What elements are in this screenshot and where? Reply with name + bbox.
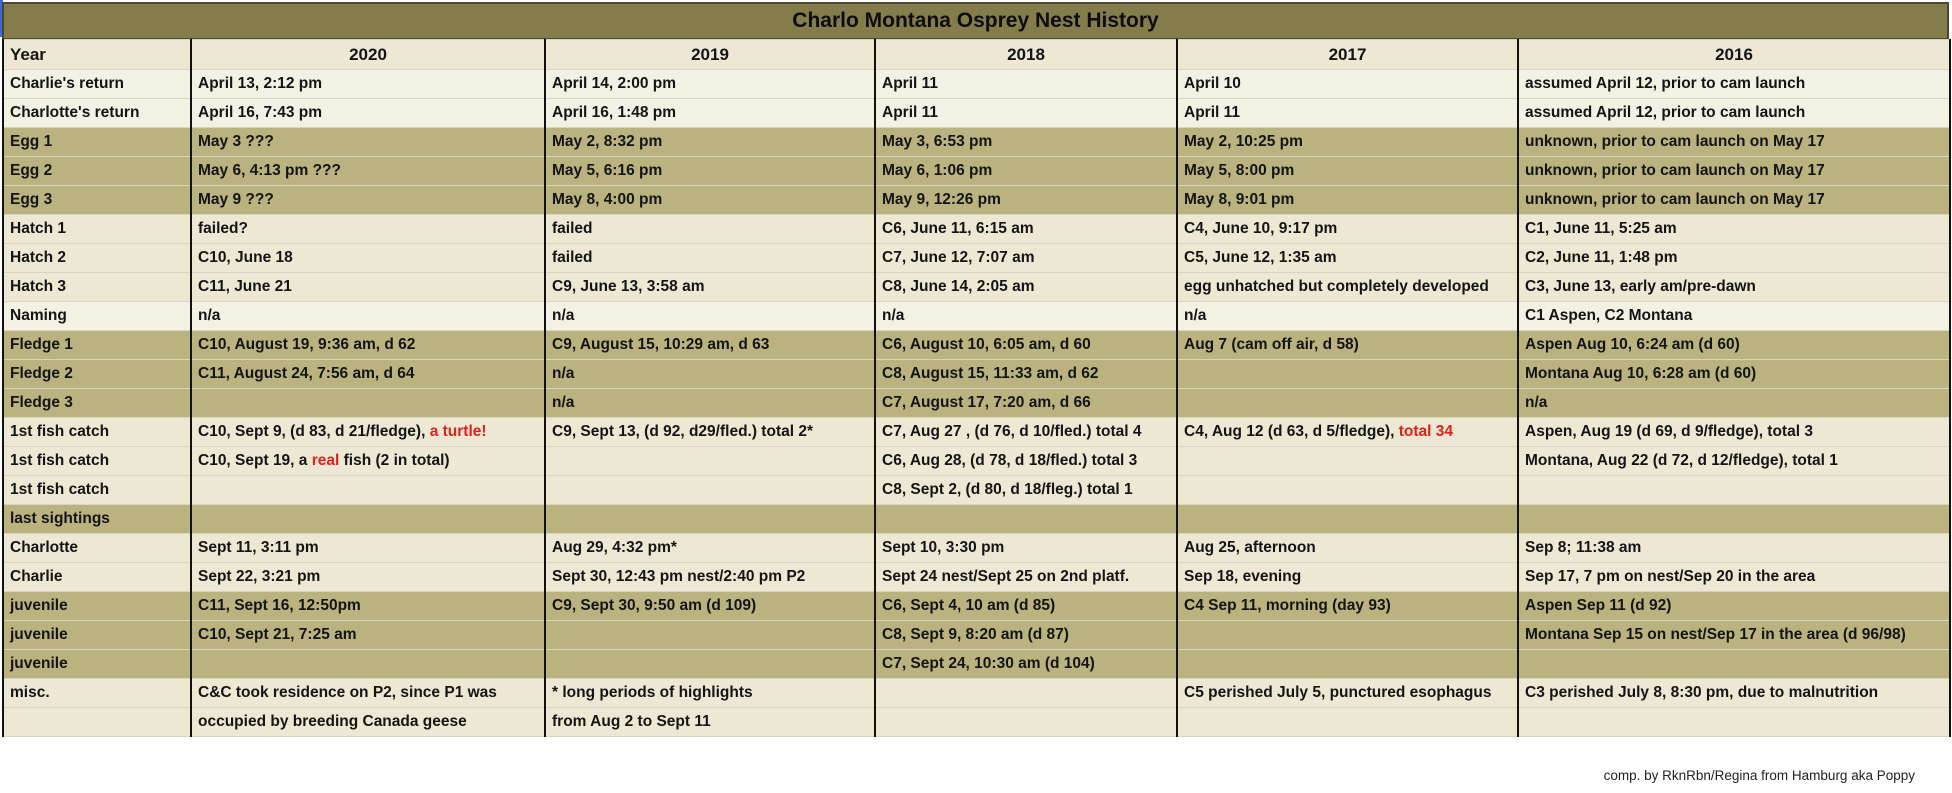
cell-2019 bbox=[545, 244, 875, 273]
row-label: juvenile bbox=[3, 592, 191, 621]
cell-2020 bbox=[191, 621, 545, 650]
cell-text: C2, June 11, 1:48 pm bbox=[1525, 249, 1678, 266]
cell-text: May 5, 6:16 pm bbox=[552, 162, 663, 179]
cell-text: n/a bbox=[552, 307, 575, 324]
cell-2017 bbox=[1177, 592, 1518, 621]
cell-2016 bbox=[1518, 70, 1950, 99]
cell-2020 bbox=[191, 592, 545, 621]
cell-2017 bbox=[1177, 157, 1518, 186]
row-label: Fledge 3 bbox=[3, 389, 191, 418]
cell-2017 bbox=[1177, 70, 1518, 99]
cell-2017 bbox=[1177, 418, 1518, 447]
table-row bbox=[3, 157, 1950, 186]
cell-2019 bbox=[545, 708, 875, 737]
cell-2016 bbox=[1518, 447, 1950, 476]
row-label: 1st fish catch bbox=[3, 447, 191, 476]
row-label: Charlotte's return bbox=[3, 99, 191, 128]
row-label: juvenile bbox=[3, 650, 191, 679]
cell-text: C10, June 18 bbox=[198, 249, 293, 266]
cell-2018 bbox=[875, 418, 1177, 447]
cell-text: Montana Aug 10, 6:28 am (d 60) bbox=[1525, 365, 1757, 382]
cell-2016 bbox=[1518, 99, 1950, 128]
cell-2017 bbox=[1177, 621, 1518, 650]
row-label: Fledge 2 bbox=[3, 360, 191, 389]
cell-2018 bbox=[875, 157, 1177, 186]
cell-text: May 9 ??? bbox=[198, 191, 274, 208]
cell-2020 bbox=[191, 360, 545, 389]
cell-text: from Aug 2 to Sept 11 bbox=[552, 713, 711, 730]
cell-text: C4, Aug 12 (d 63, d 5/fledge), bbox=[1184, 423, 1399, 440]
cell-text: n/a bbox=[882, 307, 905, 324]
table-title: Charlo Montana Osprey Nest History bbox=[2, 2, 1949, 39]
cell-2016 bbox=[1518, 505, 1950, 534]
cell-2018 bbox=[875, 505, 1177, 534]
cell-text: April 13, 2:12 pm bbox=[198, 75, 323, 92]
row-label: Hatch 1 bbox=[3, 215, 191, 244]
cell-2018 bbox=[875, 302, 1177, 331]
cell-2017 bbox=[1177, 650, 1518, 679]
cell-2019 bbox=[545, 360, 875, 389]
cell-2017 bbox=[1177, 389, 1518, 418]
cell-text: April 11 bbox=[882, 75, 938, 92]
cell-2018 bbox=[875, 128, 1177, 157]
cell-2018 bbox=[875, 273, 1177, 302]
cell-2018 bbox=[875, 708, 1177, 737]
cell-text: Sept 24 nest/Sept 25 on 2nd platf. bbox=[882, 568, 1130, 585]
cell-2019 bbox=[545, 621, 875, 650]
cell-text: Sep 17, 7 pm on nest/Sep 20 in the area bbox=[1525, 568, 1816, 585]
cell-2019 bbox=[545, 563, 875, 592]
cell-text: C8, June 14, 2:05 am bbox=[882, 278, 1035, 295]
table-row bbox=[3, 360, 1950, 389]
header-2017: 2017 bbox=[1177, 40, 1518, 70]
cell-text: April 16, 7:43 pm bbox=[198, 104, 323, 121]
cell-2019 bbox=[545, 302, 875, 331]
table-row bbox=[3, 302, 1950, 331]
cell-text: * long periods of highlights bbox=[552, 684, 753, 701]
cell-2017 bbox=[1177, 302, 1518, 331]
cell-2016 bbox=[1518, 360, 1950, 389]
cell-2017 bbox=[1177, 447, 1518, 476]
cell-2018 bbox=[875, 70, 1177, 99]
cell-text: C8, Sept 9, 8:20 am (d 87) bbox=[882, 626, 1069, 643]
cell-2016 bbox=[1518, 650, 1950, 679]
cell-2020 bbox=[191, 157, 545, 186]
cell-text: Sep 18, evening bbox=[1184, 568, 1302, 585]
cell-text: Aug 7 (cam off air, d 58) bbox=[1184, 336, 1359, 353]
cell-2020 bbox=[191, 331, 545, 360]
cell-2020 bbox=[191, 99, 545, 128]
cell-text: n/a bbox=[552, 394, 575, 411]
cell-2016 bbox=[1518, 621, 1950, 650]
cell-text: C11, June 21 bbox=[198, 278, 292, 295]
cell-2018 bbox=[875, 563, 1177, 592]
cell-2020 bbox=[191, 505, 545, 534]
row-label: 1st fish catch bbox=[3, 476, 191, 505]
row-label: Egg 1 bbox=[3, 128, 191, 157]
cell-text: May 9, 12:26 pm bbox=[882, 191, 1001, 208]
cell-2019 bbox=[545, 679, 875, 708]
cell-2020 bbox=[191, 128, 545, 157]
cell-text: May 8, 9:01 pm bbox=[1184, 191, 1295, 208]
cell-2019 bbox=[545, 476, 875, 505]
cell-text: C1, June 11, 5:25 am bbox=[1525, 220, 1677, 237]
cell-2018 bbox=[875, 389, 1177, 418]
table-row bbox=[3, 650, 1950, 679]
header-row bbox=[3, 40, 1950, 70]
cell-2017 bbox=[1177, 534, 1518, 563]
cell-text: April 10 bbox=[1184, 75, 1241, 92]
cell-2016 bbox=[1518, 302, 1950, 331]
cell-2018 bbox=[875, 534, 1177, 563]
row-label: last sightings bbox=[3, 505, 191, 534]
table-row bbox=[3, 70, 1950, 99]
cell-2019 bbox=[545, 331, 875, 360]
cell-2019 bbox=[545, 389, 875, 418]
cell-text: C10, Sept 21, 7:25 am bbox=[198, 626, 357, 643]
table-row bbox=[3, 708, 1950, 737]
cell-text: Sept 11, 3:11 pm bbox=[198, 539, 319, 556]
cell-2016 bbox=[1518, 418, 1950, 447]
cell-text: occupied by breeding Canada geese bbox=[198, 713, 467, 730]
header-year-label: Year bbox=[3, 40, 191, 70]
cell-2019 bbox=[545, 592, 875, 621]
cell-2018 bbox=[875, 186, 1177, 215]
cell-text: C6, June 11, 6:15 am bbox=[882, 220, 1034, 237]
cell-2020 bbox=[191, 244, 545, 273]
cell-text: C6, Sept 4, 10 am (d 85) bbox=[882, 597, 1056, 614]
cell-2017 bbox=[1177, 331, 1518, 360]
cell-2020 bbox=[191, 447, 545, 476]
cell-text: C8, Sept 2, (d 80, d 18/fleg.) total 1 bbox=[882, 481, 1133, 498]
cell-text: n/a bbox=[198, 307, 221, 324]
cell-text: Aspen Sep 11 (d 92) bbox=[1525, 597, 1672, 614]
cell-text: n/a bbox=[1525, 394, 1548, 411]
cell-text: fish (2 in total) bbox=[339, 452, 450, 469]
cell-2018 bbox=[875, 215, 1177, 244]
cell-2016 bbox=[1518, 534, 1950, 563]
cell-2019 bbox=[545, 157, 875, 186]
cell-2018 bbox=[875, 679, 1177, 708]
cell-2020 bbox=[191, 679, 545, 708]
table-row bbox=[3, 418, 1950, 447]
cell-2016 bbox=[1518, 563, 1950, 592]
cell-text: n/a bbox=[552, 365, 575, 382]
cell-2019 bbox=[545, 534, 875, 563]
cell-2016 bbox=[1518, 215, 1950, 244]
cell-text: C7, Sept 24, 10:30 am (d 104) bbox=[882, 655, 1095, 672]
table-row bbox=[3, 592, 1950, 621]
cell-text: C6, August 10, 6:05 am, d 60 bbox=[882, 336, 1091, 353]
cell-text: assumed April 12, prior to cam launch bbox=[1525, 75, 1806, 92]
cell-2020 bbox=[191, 302, 545, 331]
cell-text: Sept 10, 3:30 pm bbox=[882, 539, 1005, 556]
cell-2017 bbox=[1177, 215, 1518, 244]
row-label bbox=[3, 708, 191, 737]
cell-text: April 16, 1:48 pm bbox=[552, 104, 677, 121]
cell-2018 bbox=[875, 621, 1177, 650]
cell-2017 bbox=[1177, 476, 1518, 505]
cell-2017 bbox=[1177, 273, 1518, 302]
cell-text: C5 perished July 5, punctured esophagus bbox=[1184, 684, 1492, 701]
cell-2016 bbox=[1518, 128, 1950, 157]
row-label: Charlie's return bbox=[3, 70, 191, 99]
table-row bbox=[3, 563, 1950, 592]
cell-2018 bbox=[875, 331, 1177, 360]
row-label: Hatch 2 bbox=[3, 244, 191, 273]
cell-text: C5, June 12, 1:35 am bbox=[1184, 249, 1337, 266]
cell-2016 bbox=[1518, 186, 1950, 215]
cell-2016 bbox=[1518, 708, 1950, 737]
cell-text: unknown, prior to cam launch on May 17 bbox=[1525, 191, 1825, 208]
cell-2020 bbox=[191, 418, 545, 447]
cell-text: C8, August 15, 11:33 am, d 62 bbox=[882, 365, 1099, 382]
row-label: juvenile bbox=[3, 621, 191, 650]
table-row bbox=[3, 244, 1950, 273]
cell-2020 bbox=[191, 476, 545, 505]
cell-2017 bbox=[1177, 563, 1518, 592]
row-label: Charlotte bbox=[3, 534, 191, 563]
cell-text: n/a bbox=[1184, 307, 1207, 324]
cell-text: April 11 bbox=[1184, 104, 1240, 121]
cell-text: C9, August 15, 10:29 am, d 63 bbox=[552, 336, 770, 353]
cell-2019 bbox=[545, 128, 875, 157]
cell-text: failed? bbox=[198, 220, 248, 237]
cell-text: failed bbox=[552, 249, 593, 266]
table-row bbox=[3, 505, 1950, 534]
cell-2018 bbox=[875, 447, 1177, 476]
cell-2019 bbox=[545, 447, 875, 476]
cell-text: Sept 22, 3:21 pm bbox=[198, 568, 321, 585]
cell-text: C7, August 17, 7:20 am, d 66 bbox=[882, 394, 1091, 411]
cell-2018 bbox=[875, 476, 1177, 505]
cell-text: assumed April 12, prior to cam launch bbox=[1525, 104, 1806, 121]
cell-text: Aug 29, 4:32 pm* bbox=[552, 539, 677, 556]
row-label: Charlie bbox=[3, 563, 191, 592]
table-body bbox=[3, 40, 1950, 737]
cell-text: May 6, 1:06 pm bbox=[882, 162, 993, 179]
cell-2017 bbox=[1177, 679, 1518, 708]
table-row bbox=[3, 679, 1950, 708]
cell-text: Montana Sep 15 on nest/Sep 17 in the area (d 96/98) bbox=[1525, 626, 1906, 643]
header-2019: 2019 bbox=[545, 40, 875, 70]
cell-text: C11, August 24, 7:56 am, d 64 bbox=[198, 365, 415, 382]
cell-text: C9, Sept 13, (d 92, d29/fled.) total 2* bbox=[552, 423, 813, 440]
highlight-text: real bbox=[311, 452, 340, 469]
cell-text: Montana, Aug 22 (d 72, d 12/fledge), total 1 bbox=[1525, 452, 1838, 469]
cell-2016 bbox=[1518, 273, 1950, 302]
table-row bbox=[3, 534, 1950, 563]
cell-2016 bbox=[1518, 331, 1950, 360]
cell-text: unknown, prior to cam launch on May 17 bbox=[1525, 133, 1825, 150]
cell-text: unknown, prior to cam launch on May 17 bbox=[1525, 162, 1825, 179]
cell-2020 bbox=[191, 389, 545, 418]
cell-2017 bbox=[1177, 360, 1518, 389]
cell-text: C1 Aspen, C2 Montana bbox=[1525, 307, 1693, 324]
spreadsheet bbox=[2, 2, 1949, 783]
row-label: Egg 3 bbox=[3, 186, 191, 215]
cell-text: April 14, 2:00 pm bbox=[552, 75, 677, 92]
table-row bbox=[3, 186, 1950, 215]
cell-text: C4 Sep 11, morning (day 93) bbox=[1184, 597, 1391, 614]
header-2016: 2016 bbox=[1518, 40, 1950, 70]
cell-2017 bbox=[1177, 99, 1518, 128]
cell-text: C4, June 10, 9:17 pm bbox=[1184, 220, 1338, 237]
cell-2018 bbox=[875, 592, 1177, 621]
row-label: Fledge 1 bbox=[3, 331, 191, 360]
cell-2020 bbox=[191, 215, 545, 244]
cell-2019 bbox=[545, 505, 875, 534]
cell-2018 bbox=[875, 650, 1177, 679]
cell-text: Aspen, Aug 19 (d 69, d 9/fledge), total 3 bbox=[1525, 423, 1813, 440]
nest-history-table bbox=[2, 39, 1951, 737]
cell-2016 bbox=[1518, 679, 1950, 708]
row-label: Hatch 3 bbox=[3, 273, 191, 302]
cell-2017 bbox=[1177, 244, 1518, 273]
cell-2018 bbox=[875, 99, 1177, 128]
cell-text: C3, June 13, early am/pre-dawn bbox=[1525, 278, 1756, 295]
row-label: misc. bbox=[3, 679, 191, 708]
cell-2017 bbox=[1177, 128, 1518, 157]
cell-text: Aspen Aug 10, 6:24 am (d 60) bbox=[1525, 336, 1740, 353]
cell-2019 bbox=[545, 70, 875, 99]
cell-2019 bbox=[545, 418, 875, 447]
row-label: Naming bbox=[3, 302, 191, 331]
highlight-text: total 34 bbox=[1398, 423, 1454, 440]
cell-2017 bbox=[1177, 708, 1518, 737]
cell-text: egg unhatched but completely developed bbox=[1184, 278, 1489, 295]
highlight-text: a turtle! bbox=[429, 423, 487, 440]
cell-text: C3 perished July 8, 8:30 pm, due to malnutrition bbox=[1525, 684, 1879, 701]
cell-2020 bbox=[191, 186, 545, 215]
cell-text: May 2, 8:32 pm bbox=[552, 133, 663, 150]
cell-2019 bbox=[545, 273, 875, 302]
cell-text: May 8, 4:00 pm bbox=[552, 191, 663, 208]
cell-2016 bbox=[1518, 592, 1950, 621]
cell-text: C10, Sept 19, a bbox=[198, 452, 312, 469]
cell-text: April 11 bbox=[882, 104, 938, 121]
credit-note: comp. by RknRbn/Regina from Hamburg aka Poppy bbox=[1603, 768, 1915, 783]
cell-2020 bbox=[191, 534, 545, 563]
cell-2019 bbox=[545, 99, 875, 128]
cell-2020 bbox=[191, 708, 545, 737]
cell-2016 bbox=[1518, 244, 1950, 273]
cell-text: May 3 ??? bbox=[198, 133, 274, 150]
table-row bbox=[3, 621, 1950, 650]
cell-2019 bbox=[545, 650, 875, 679]
table-row bbox=[3, 331, 1950, 360]
table-row bbox=[3, 476, 1950, 505]
cell-text: C9, Sept 30, 9:50 am (d 109) bbox=[552, 597, 757, 614]
cell-2020 bbox=[191, 563, 545, 592]
cell-text: C10, Sept 9, (d 83, d 21/fledge), bbox=[198, 423, 430, 440]
cell-text: C10, August 19, 9:36 am, d 62 bbox=[198, 336, 416, 353]
cell-text: Sept 30, 12:43 pm nest/2:40 pm P2 bbox=[552, 568, 806, 585]
cell-2016 bbox=[1518, 157, 1950, 186]
cell-text: C&C took residence on P2, since P1 was bbox=[198, 684, 497, 701]
cell-2020 bbox=[191, 650, 545, 679]
cell-text: C11, Sept 16, 12:50pm bbox=[198, 597, 361, 614]
table-row bbox=[3, 215, 1950, 244]
table-row bbox=[3, 447, 1950, 476]
cell-2017 bbox=[1177, 186, 1518, 215]
cell-text: May 5, 8:00 pm bbox=[1184, 162, 1295, 179]
cell-2016 bbox=[1518, 389, 1950, 418]
row-label: Egg 2 bbox=[3, 157, 191, 186]
cell-text: Aug 25, afternoon bbox=[1184, 539, 1316, 556]
cell-2016 bbox=[1518, 476, 1950, 505]
cell-2018 bbox=[875, 244, 1177, 273]
table-row bbox=[3, 389, 1950, 418]
cell-2020 bbox=[191, 273, 545, 302]
cell-text: C7, June 12, 7:07 am bbox=[882, 249, 1035, 266]
header-2018: 2018 bbox=[875, 40, 1177, 70]
table-row bbox=[3, 99, 1950, 128]
cell-text: failed bbox=[552, 220, 593, 237]
table-row bbox=[3, 128, 1950, 157]
cell-2018 bbox=[875, 360, 1177, 389]
cell-2020 bbox=[191, 70, 545, 99]
table-row bbox=[3, 273, 1950, 302]
cell-2019 bbox=[545, 186, 875, 215]
cell-text: C7, Aug 27 , (d 76, d 10/fled.) total 4 bbox=[882, 423, 1142, 440]
cell-2017 bbox=[1177, 505, 1518, 534]
cell-text: C6, Aug 28, (d 78, d 18/fled.) total 3 bbox=[882, 452, 1138, 469]
cell-text: May 6, 4:13 pm ??? bbox=[198, 162, 341, 179]
cell-text: May 3, 6:53 pm bbox=[882, 133, 993, 150]
row-label: 1st fish catch bbox=[3, 418, 191, 447]
cell-text: C9, June 13, 3:58 am bbox=[552, 278, 705, 295]
cell-2019 bbox=[545, 215, 875, 244]
cell-text: May 2, 10:25 pm bbox=[1184, 133, 1303, 150]
cell-text: Sep 8; 11:38 am bbox=[1525, 539, 1642, 556]
header-2020: 2020 bbox=[191, 40, 545, 70]
